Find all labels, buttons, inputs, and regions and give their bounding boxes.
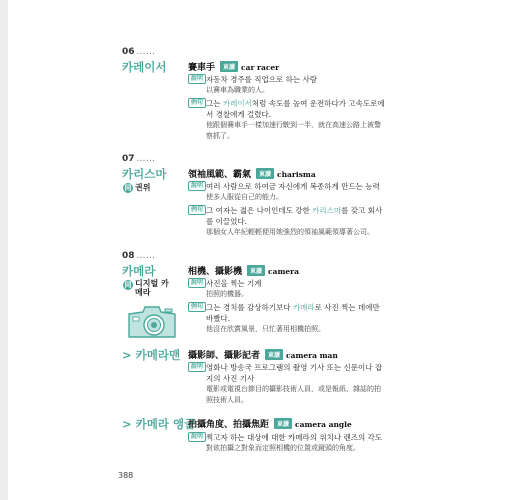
english-term: charisma	[277, 170, 316, 179]
headword: 카리스마	[122, 167, 167, 181]
page-number: 388	[118, 471, 134, 480]
hanja-translation: 攝影師、攝影記者 東讀 camera man	[188, 351, 338, 361]
hanja-translation: 領袖風範、霸氣 東讀 charisma	[188, 170, 316, 180]
related-word: 同 권위	[124, 183, 151, 192]
headword: 카메라	[122, 264, 156, 278]
source-tag: 東讀	[247, 265, 265, 276]
source-tag: 東讀	[274, 418, 292, 429]
example-sentence: 例句 그는 카레이서처럼 속도를 높여 운전하다가 고속도로에 서 경찰에게 걸렸다. 他跟個賽車手一樣加速行駛到一半，就在高速公路上被警 察抓了。	[188, 98, 416, 142]
example-sentence: 例句 그 여자는 젊은 나이인데도 강한 카리스마를 갖고 회사 를 이끌었다. 那個女人年紀輕輕便用她強烈的領袖風範領導著公司。	[188, 205, 416, 238]
definition-tag: 說明	[188, 74, 206, 84]
english-term: camera man	[286, 351, 338, 360]
definition: 說明 영화나 방송국 프로그램의 촬영 기사 또는 신문이나 잡 지의 사진 기사 電影或電視台節目的攝影技術人員，或是報紙、雜誌的拍 照技術人員。	[188, 362, 416, 406]
hanja-translation: 拍攝角度、拍攝焦距 東讀 camera angle	[188, 420, 352, 430]
source-tag: 東讀	[265, 349, 283, 360]
example-tag: 例句	[188, 205, 206, 215]
related-word: 同 디지털 카메라	[124, 279, 169, 297]
headword: 카레이서	[122, 60, 167, 74]
definition-tag: 說明	[188, 181, 206, 191]
synonym-mark: 同	[124, 183, 132, 192]
synonym-mark: 同	[124, 281, 132, 289]
headword: > 카메라맨	[122, 348, 181, 362]
example-tag: 例句	[188, 302, 206, 312]
hanja-translation: 賽車手 東讀 car racer	[188, 63, 280, 73]
definition-tag: 說明	[188, 362, 206, 372]
entry-number: 08 ……	[122, 251, 156, 261]
hanja-translation: 相機、攝影機 東讀 camera	[188, 267, 299, 277]
entry-number: 06 ……	[122, 47, 156, 57]
english-term: camera angle	[295, 420, 352, 429]
english-term: car racer	[241, 63, 280, 72]
english-term: camera	[268, 267, 299, 276]
definition: 說明 사진을 찍는 기계 拍照的機器。	[188, 278, 416, 300]
example-tag: 例句	[188, 98, 206, 108]
example-sentence: 例句 그는 경치를 감상하기보다 카메라로 사진 찍는 데에만 바빴다. 他沒在欣賞風景，只忙著用相機拍照。	[188, 302, 416, 335]
source-tag: 東讀	[256, 168, 274, 179]
definition-tag: 說明	[188, 278, 206, 288]
definition: 說明 여러 사람으로 하여금 자신에게 복종하게 만드는 능력 使多人服從自己的能力。	[188, 181, 416, 203]
definition-tag: 說明	[188, 432, 206, 442]
definition: 說明 자동차 경주를 직업으로 하는 사람 以賽車為職業的人。	[188, 74, 416, 96]
definition: 說明 찍고자 하는 대상에 대한 카메라의 위치나 렌즈의 각도 對欲拍攝之對象而定照相機的位置或鏡頭的角度。	[188, 432, 416, 454]
headword: > 카메라 앵글	[122, 417, 196, 431]
source-tag: 東讀	[220, 61, 238, 72]
entry-number: 07 ……	[122, 154, 156, 164]
camera-illustration	[127, 304, 179, 340]
